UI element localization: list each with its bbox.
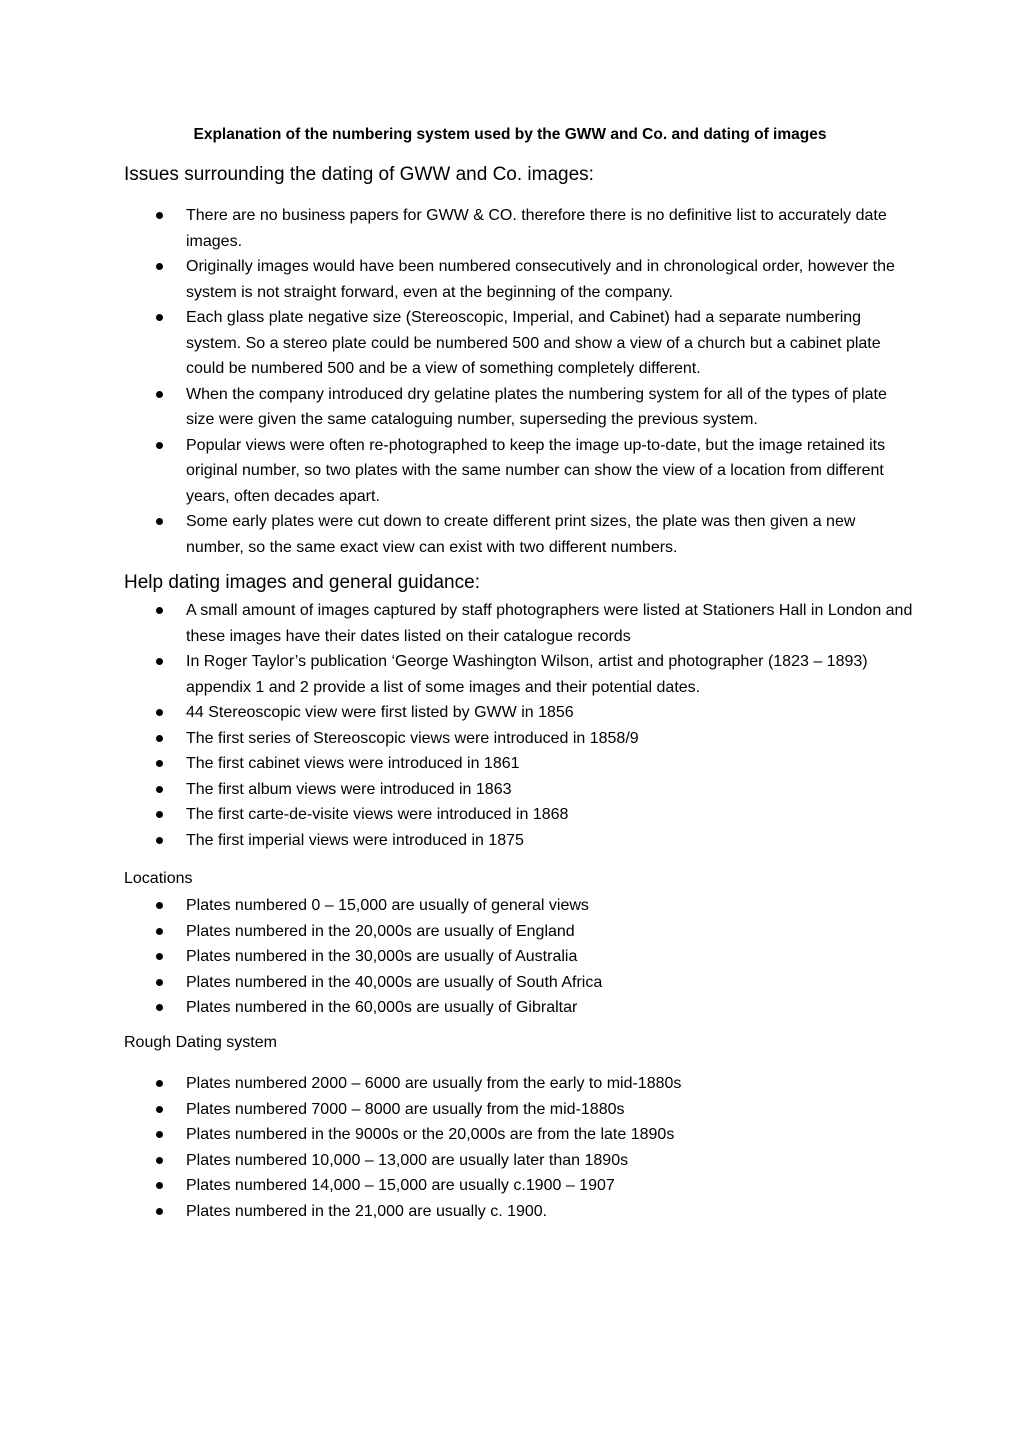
list-item: A small amount of images captured by staff photographers were listed at Stationers Hall in London and these images have their dates listed on their catalogue records — [124, 598, 914, 649]
list-item: There are no business papers for GWW & CO. therefore there is no definitive list to accurately date images. — [124, 203, 914, 254]
list-item: Plates numbered in the 60,000s are usually of Gibraltar — [124, 995, 914, 1021]
issues-list — [124, 203, 914, 560]
list-item: The first series of Stereoscopic views were introduced in 1858/9 — [124, 726, 914, 752]
list-item: The first carte-de-visite views were introduced in 1868 — [124, 802, 914, 828]
list-item: Plates numbered 2000 – 6000 are usually from the early to mid-1880s — [124, 1071, 914, 1097]
list-item: The first cabinet views were introduced in 1861 — [124, 751, 914, 777]
list-item: Some early plates were cut down to create different print sizes, the plate was then given a new number, so the same exact view can exist with two different numbers. — [124, 509, 914, 560]
issues-heading: Issues surrounding the dating of GWW and Co. images: — [124, 164, 594, 185]
guidance-list — [124, 598, 914, 853]
list-item: Plates numbered in the 40,000s are usually of South Africa — [124, 970, 914, 996]
list-item: Plates numbered 10,000 – 13,000 are usually later than 1890s — [124, 1148, 914, 1174]
list-item: 44 Stereoscopic view were first listed by GWW in 1856 — [124, 700, 914, 726]
locations-list — [124, 893, 914, 1021]
list-item: Originally images would have been numbered consecutively and in chronological order, however the system is not straight forward, even at the beginning of the company. — [124, 254, 914, 305]
list-item: Plates numbered in the 9000s or the 20,000s are from the late 1890s — [124, 1122, 914, 1148]
document-title: Explanation of the numbering system used by the GWW and Co. and dating of images — [193, 126, 827, 143]
list-item: Each glass plate negative size (Stereoscopic, Imperial, and Cabinet) had a separate numbering system. So a stereo plate could be numbered 500 and show a view of a church but a cabinet plate could be numbered 500 and be a view of something completely different. — [124, 305, 914, 382]
list-item: Plates numbered 14,000 – 15,000 are usually c.1900 – 1907 — [124, 1173, 914, 1199]
list-item: Plates numbered 0 – 15,000 are usually of general views — [124, 893, 914, 919]
dating-list — [124, 1071, 914, 1224]
list-item: Plates numbered in the 21,000 are usually c. 1900. — [124, 1199, 914, 1225]
locations-heading: Locations — [124, 870, 193, 887]
list-item: In Roger Taylor’s publication ‘George Washington Wilson, artist and photographer (1823 – 1893) appendix 1 and 2 provide a list of some images and their potential dates. — [124, 649, 914, 700]
list-item: Popular views were often re-photographed to keep the image up-to-date, but the image retained its original number, so two plates with the same number can show the view of a location from different years, often decades apart. — [124, 433, 914, 510]
list-item: Plates numbered in the 20,000s are usually of England — [124, 919, 914, 945]
list-item: The first album views were introduced in 1863 — [124, 777, 914, 803]
list-item: When the company introduced dry gelatine plates the numbering system for all of the types of plate size were given the same cataloguing number, superseding the previous system. — [124, 382, 914, 433]
dating-heading: Rough Dating system — [124, 1034, 277, 1051]
list-item: The first imperial views were introduced in 1875 — [124, 828, 914, 854]
guidance-heading: Help dating images and general guidance: — [124, 572, 480, 593]
list-item: Plates numbered 7000 – 8000 are usually from the mid-1880s — [124, 1097, 914, 1123]
list-item: Plates numbered in the 30,000s are usually of Australia — [124, 944, 914, 970]
